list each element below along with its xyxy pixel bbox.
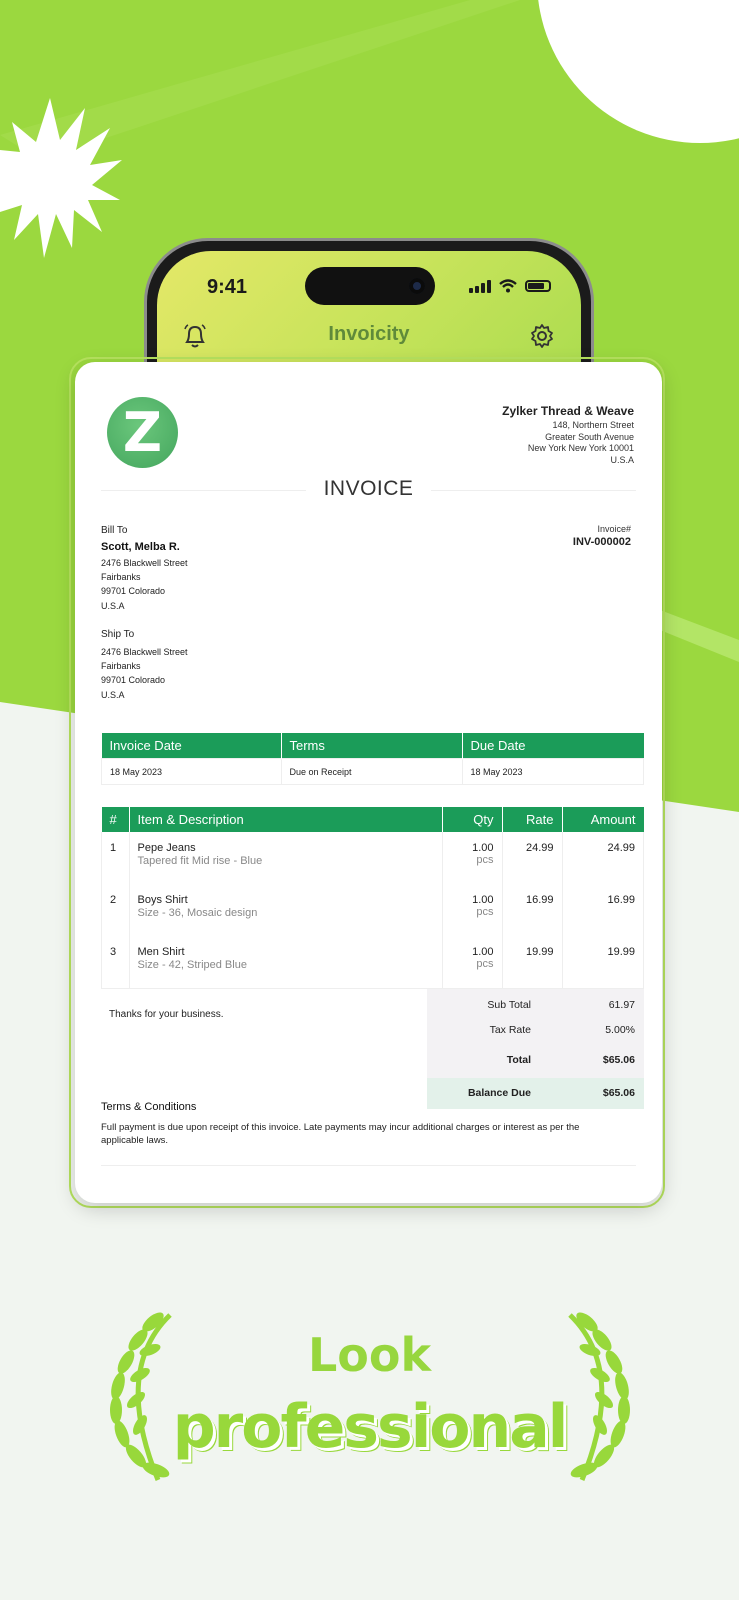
qty-unit: pcs [476,958,494,970]
total-row [427,1054,644,1066]
col-header: Amount [562,807,644,832]
table-row [102,936,644,989]
col-header: Rate [502,807,562,832]
item-cell [129,832,442,884]
meta-header: Due Date [462,733,644,759]
company-address-line: New York New York 10001 [527,443,634,453]
ship-to-address [101,645,188,702]
qty-value: 1.00 [472,842,494,854]
qty-cell [442,936,502,989]
table-row [102,832,644,884]
bill-to-name: Scott, Melba R. [101,541,180,553]
qty-value: 1.00 [472,894,494,906]
amount-cell: 19.99 [562,936,644,989]
bill-to-label: Bill To [101,525,128,536]
battery-icon [525,280,551,292]
sub-total-value: 61.97 [608,999,635,1011]
qty-value: 1.00 [472,946,494,958]
settings-gear-icon[interactable] [529,323,555,349]
invoice-date-value: 18 May 2023 [102,759,282,785]
terms-heading: Terms & Conditions [101,1101,197,1113]
address-line: Fairbanks [101,661,141,672]
qty-unit: pcs [476,906,494,918]
items-table [101,807,644,989]
total-value: $65.06 [602,1054,635,1066]
meta-header: Invoice Date [102,733,282,759]
amount-cell: 16.99 [562,884,644,936]
item-cell [129,936,442,989]
company-name: Zylker Thread & Weave [502,404,634,418]
totals-summary [427,989,644,1078]
totals-block [427,989,644,1109]
item-description: Size - 42, Striped Blue [137,959,247,971]
terms-value: Due on Receipt [281,759,462,785]
total-label: Total [506,1054,531,1066]
address-line: 99701 Colorado [101,675,166,686]
address-line: U.S.A [101,600,125,611]
qty-cell [442,884,502,936]
tax-row [427,1024,644,1054]
col-header: # [102,807,130,832]
item-description: Size - 36, Mosaic design [137,907,258,919]
invoice-meta-table [101,733,644,785]
address-line: Fairbanks [101,572,141,583]
company-logo: Z [107,397,178,468]
invoice-number: INV-000002 [572,536,631,548]
company-address-line: U.S.A [610,454,634,465]
sub-total-row [427,999,644,1024]
tax-label: Tax Rate [489,1024,531,1036]
item-name: Pepe Jeans [137,842,196,854]
dynamic-island [305,267,435,305]
qty-unit: pcs [476,854,494,866]
signal-icon [469,280,491,293]
tax-value: 5.00% [605,1024,635,1036]
company-address-line: 148, Northern Street [552,420,634,430]
bill-to-address [101,556,188,613]
status-icons [469,279,551,293]
item-name: Boys Shirt [137,894,188,906]
address-line: 2476 Blackwell Street [101,647,188,657]
terms-text: Full payment is due upon receipt of this invoice. Late payments may incur additional charges or interest as per the applicable laws. [101,1122,580,1146]
address-line: U.S.A [101,689,125,700]
balance-due-value: $65.06 [602,1087,635,1099]
qty-cell [442,832,502,884]
thanks-note: Thanks for your business. [109,1009,224,1020]
amount-cell: 24.99 [562,832,644,884]
item-description: Tapered fit Mid rise - Blue [137,855,263,867]
invoice-card [75,362,662,1203]
address-line: 2476 Blackwell Street [101,558,188,568]
rate-cell: 19.99 [502,936,562,989]
due-date-value: 18 May 2023 [462,759,644,785]
col-header: Item & Description [129,807,442,832]
status-time: 9:41 [207,276,248,298]
wifi-icon [499,279,517,293]
item-name: Men Shirt [137,946,185,958]
row-number: 3 [102,936,130,989]
invoice-number-label: Invoice# [597,524,631,534]
row-number: 1 [102,832,130,884]
company-address-line: Greater South Avenue [545,431,634,442]
rate-cell: 16.99 [502,884,562,936]
tagline-look: Look [307,1328,432,1382]
balance-due-row [427,1078,644,1109]
sub-total-label: Sub Total [487,999,531,1011]
row-number: 2 [102,884,130,936]
rate-cell: 24.99 [502,832,562,884]
table-row [102,884,644,936]
meta-header: Terms [281,733,462,759]
bottom-divider [101,1165,636,1166]
invoice-title-text: INVOICE [306,477,432,500]
col-header: Qty [442,807,502,832]
ship-to-label: Ship To [101,629,135,640]
address-line: 99701 Colorado [101,586,166,597]
invoice-title [75,477,662,501]
item-cell [129,884,442,936]
company-info [502,404,634,466]
tagline-professional: professional [172,1392,567,1462]
camera-icon [409,278,425,294]
balance-due-label: Balance Due [467,1087,531,1099]
app-title: Invoicity [328,323,410,345]
